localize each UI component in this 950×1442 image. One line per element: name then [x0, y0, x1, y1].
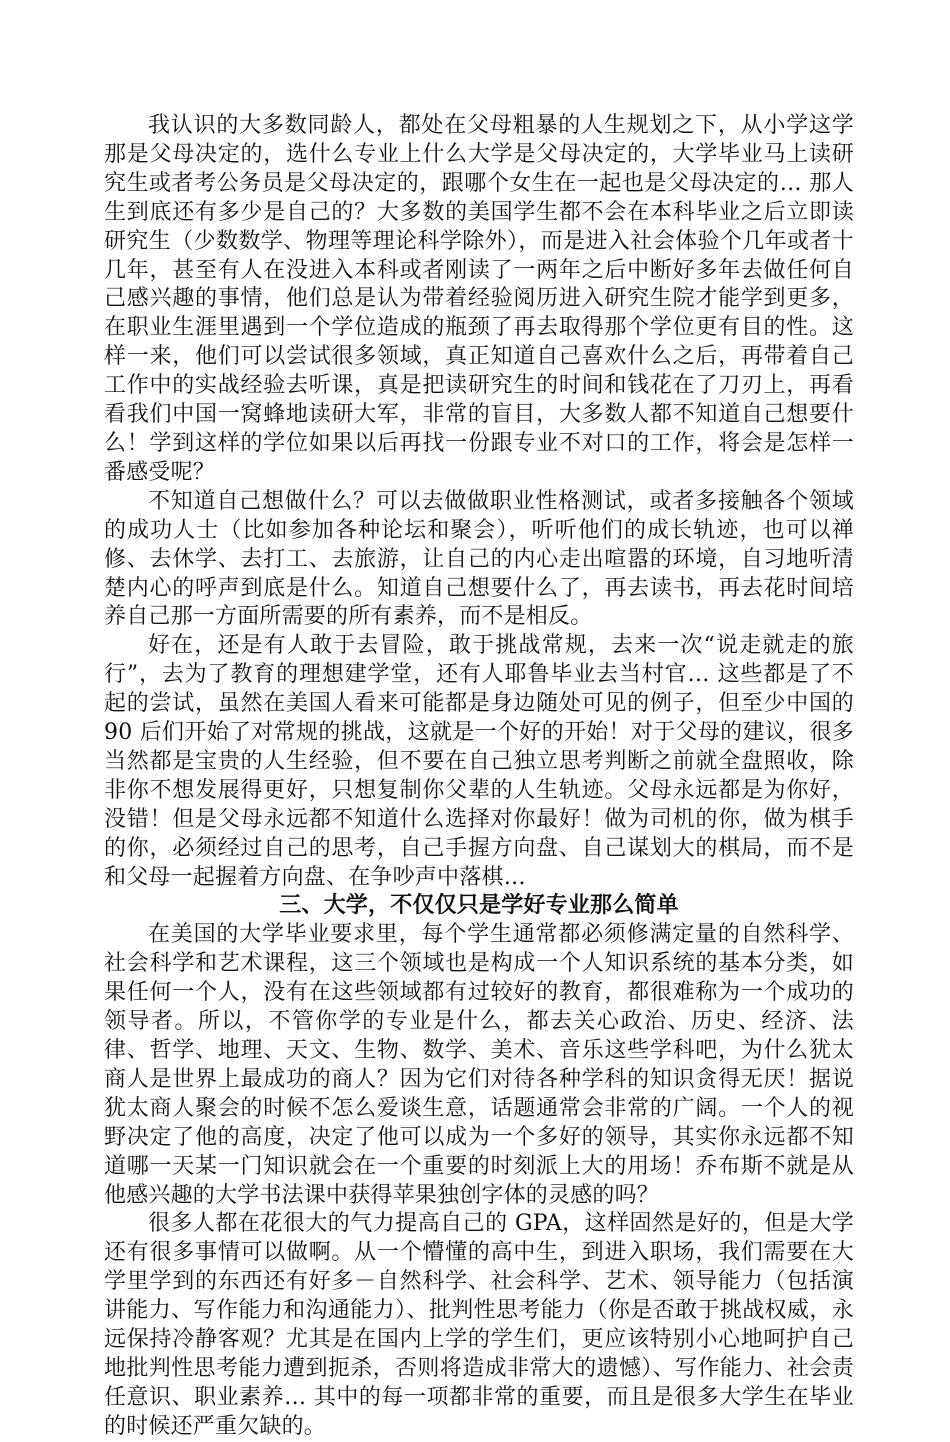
- paragraph-challenge-convention: 好在，还是有人敢于去冒险，敢于挑战常规，去来一次“说走就走的旅行”，去为了教育的理想建学堂，还有人耶鲁毕业去当村官… 这些都是了不起的尝试，虽然在美国人看来可能都是身边随处可见的例子，但至少中国的 90 后们开始了对常规的挑战，这就是一个好的开始！对于父母的建议，很多当然都是宝贵的人生经验，但不要在自己独立思考判断之前就全盘照收，除非你不想发展得更好，只想复制你父辈的人生轨迹。父母永远都是为你好，没错！但是父母永远都不知道什么选择对你最好！做为司机的你，做为棋手的你，必须经过自己的思考，自己手握方向盘、自己谋划大的棋局，而不是和父母一起握着方向盘、在争吵声中落棋…: [104, 633, 854, 890]
- paragraph-find-yourself: 不知道自己想做什么？可以去做做职业性格测试，或者多接触各个领域的成功人士（比如参加各种论坛和聚会），听听他们的成长轨迹，也可以禅修、去休学、去打工、去旅游，让自己的内心走出喧嚣的环境，自习地听清楚内心的呼声到底是什么。知道自己想要什么了，再去读书，再去花时间培养自己那一方面所需要的所有素养，而不是相反。: [104, 488, 854, 630]
- paragraph-beyond-gpa: 很多人都在花很大的气力提高自己的 GPA，这样固然是好的，但是大学还有很多事情可以做啊。从一个懵懂的高中生，到进入职场，我们需要在大学里学到的东西还有好多－自然科学、社会科学、艺术、领导能力（包括演讲能力、写作能力和沟通能力）、批判性思考能力（你是否敢于挑战权威，永远保持冷静客观？尤其是在国内上学的学生们，更应该特别小心地呵护自己地批判性思考能力遭到扼杀，否则将造成非常大的遗憾）、写作能力、社会责任意识、职业素养… 其中的每一项都非常的重要，而且是很多大学生在毕业的时候还严重欠缺的。: [104, 1211, 854, 1439]
- document-page: [104, 112, 854, 1442]
- paragraph-career-planning: 我认识的大多数同龄人，都处在父母粗暴的人生规划之下，从小学这学那是父母决定的，选什么专业上什么大学是父母决定的，大学毕业马上读研究生或者考公务员是父母决定的，跟哪个女生在一起也是父母决定的… 那人生到底还有多少是自己的？大多数的美国学生都不会在本科毕业之后立即读研究生（少数数学、物理等理论科学除外），而是进入社会体验个几年或者十几年，甚至有人在没进入本科或者刚读了一两年之后中断好多年去做任何自己感兴趣的事情，他们总是认为带着经验阅历进入研究生院才能学到更多，在职业生涯里遇到一个学位造成的瓶颈了再去取得那个学位更有目的性。这样一来，他们可以尝试很多领域，真正知道自己喜欢什么之后，再带着自己工作中的实战经验去听课，真是把读研究生的时间和钱花在了刀刃上，再看看我们中国一窝蜂地读研大军，非常的盲目，大多数人都不知道自己想要什么！学到这样的学位如果以后再找一份跟专业不对口的工作，将会是怎样一番感受呢？: [104, 113, 854, 485]
- paragraph-broad-education: 在美国的大学毕业要求里，每个学生通常都必须修满定量的自然科学、社会科学和艺术课程，这三个领域也是构成一个人知识系统的基本分类，如果任何一个人，没有在这些领域都有过较好的教育，都很难称为一个成功的领导者。所以，不管你学的专业是什么，都去关心政治、历史、经济、法律、哲学、地理、天文、生物、数学、美术、音乐这些学科吧，为什么犹太商人是世界上最成功的商人？因为它们对待各种学科的知识贪得无厌！据说犹太商人聚会的时候不怎么爱谈生意，话题通常会非常的广阔。一个人的视野决定了他的高度，决定了他可以成为一个多好的领导，其实你永远都不知道哪一天某一门知识就会在一个重要的时刻派上大的用场！乔布斯不就是从他感兴趣的大学书法课中获得苹果独创字体的灵感的吗？: [104, 922, 854, 1208]
- section-heading: 三、大学，不仅仅只是学好专业那么简单: [279, 893, 679, 919]
